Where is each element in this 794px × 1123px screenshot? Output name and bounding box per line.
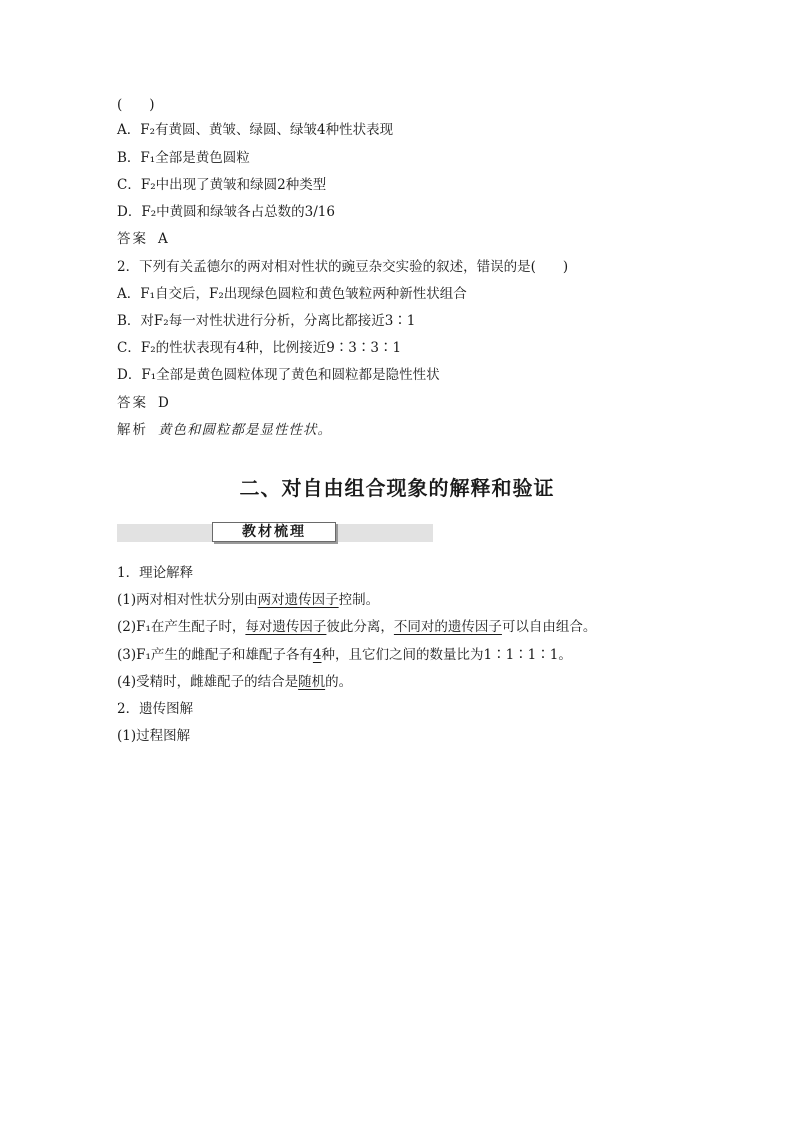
q1-answer xyxy=(117,230,168,248)
q2-answer xyxy=(117,394,169,412)
answer-label: 答案 xyxy=(117,395,148,411)
theory-point-3: (3)F₁产生的雌配子和雄配子各有4种，且它们之间的数量比为1∶1∶1∶1。 xyxy=(117,647,572,663)
answer-label: 答案 xyxy=(117,231,148,247)
section-banner xyxy=(117,524,433,542)
answer-value: D xyxy=(158,395,169,411)
q2-option-a: A．F₁自交后，F₂出现绿色圆粒和黄色皱粒两种新性状组合 xyxy=(117,286,467,302)
theory-point-4: (4)受精时，雌雄配子的结合是随机的。 xyxy=(117,674,353,690)
q2-option-d: D．F₁全部是黄色圆粒体现了黄色和圆粒都是隐性性状 xyxy=(117,367,440,383)
underlined-term: 4 xyxy=(312,647,322,663)
section-title: 二、对自由组合现象的解释和验证 xyxy=(239,476,555,500)
theory-point-2: (2)F₁在产生配子时，每对遗传因子彼此分离，不同对的遗传因子可以自由组合。 xyxy=(117,619,597,635)
q1-option-a: A．F₂有黄圆、黄皱、绿圆、绿皱4种性状表现 xyxy=(117,122,394,138)
theory-heading: 1．理论解释 xyxy=(117,565,194,581)
underlined-term: 随机 xyxy=(298,674,326,690)
underlined-term: 两对遗传因子 xyxy=(257,592,339,608)
underlined-term: 每对遗传因子 xyxy=(245,619,327,635)
theory-point-1: (1)两对相对性状分别由两对遗传因子控制。 xyxy=(117,592,380,608)
banner-label: 教材梳理 xyxy=(212,522,336,542)
q2-stem: 2．下列有关孟德尔的两对相对性状的豌豆杂交实验的叙述，错误的是( ) xyxy=(117,259,569,275)
underlined-term: 不同对的遗传因子 xyxy=(393,619,502,635)
q1-option-d: D．F₂中黄圆和绿皱各占总数的3/16 xyxy=(117,204,335,220)
diagram-subheading: (1)过程图解 xyxy=(117,728,191,744)
q1-option-b: B．F₁全部是黄色圆粒 xyxy=(117,150,250,166)
analysis-text: 黄色和圆粒都是显性性状。 xyxy=(158,422,332,438)
q2-option-c: C．F₂的性状表现有4种，比例接近9∶3∶3∶1 xyxy=(117,340,402,356)
q2-option-b: B．对F₂每一对性状进行分析，分离比都接近3∶1 xyxy=(117,313,416,329)
q1-blank: ( ) xyxy=(117,97,155,113)
q2-analysis xyxy=(117,421,332,439)
answer-value: A xyxy=(158,231,168,247)
q1-option-c: C．F₂中出现了黄皱和绿圆2种类型 xyxy=(117,177,327,193)
analysis-label: 解析 xyxy=(117,422,148,438)
diagram-heading: 2．遗传图解 xyxy=(117,701,194,717)
